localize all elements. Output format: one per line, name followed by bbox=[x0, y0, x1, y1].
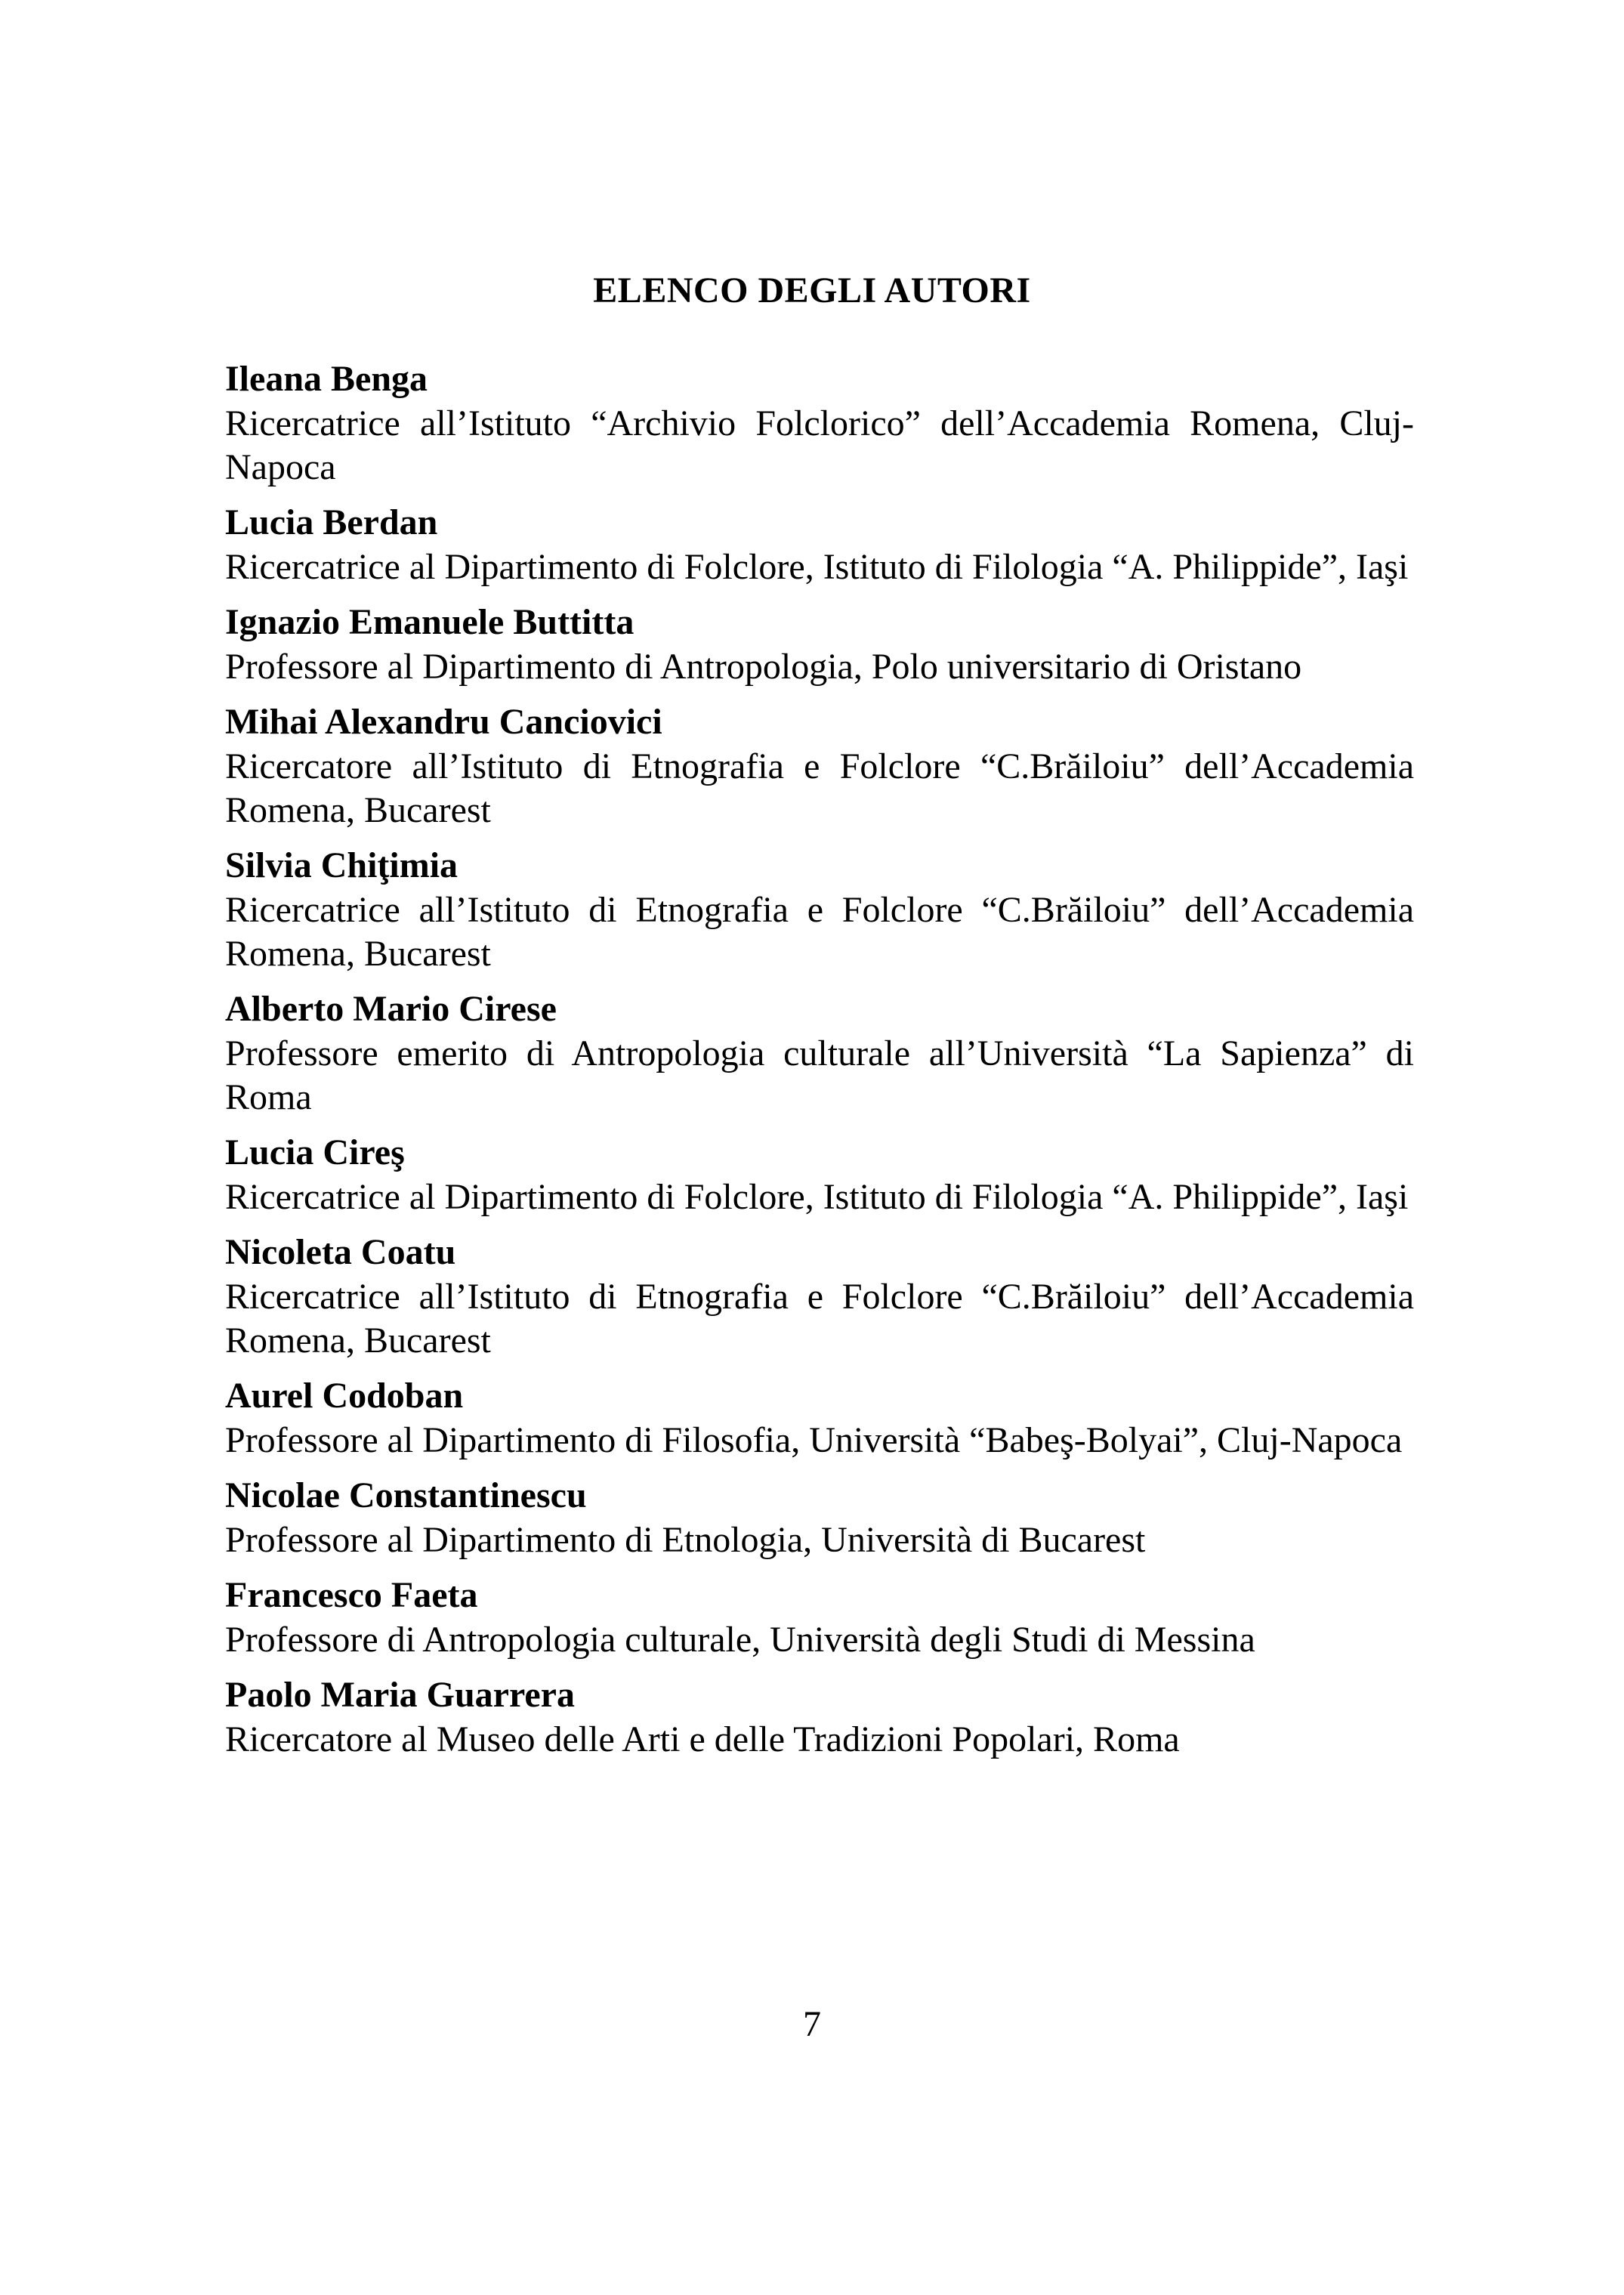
author-affiliation: Ricercatore all’Istituto di Etnografia e Folclore “C.Brăiloiu” dell’Accademia Romena, Bucarest bbox=[225, 746, 1414, 830]
author-entry bbox=[225, 357, 1414, 490]
author-name: Aurel Codoban bbox=[225, 1376, 464, 1416]
author-name: Francesco Faeta bbox=[225, 1575, 478, 1615]
page-title: ELENCO DEGLI AUTORI bbox=[593, 270, 1031, 310]
author-name: Nicoleta Coatu bbox=[225, 1232, 456, 1272]
author-affiliation: Ricercatrice all’Istituto “Archivio Folclorico” dell’Accademia Romena, Cluj-Napoca bbox=[225, 403, 1414, 487]
author-name: Ignazio Emanuele Buttitta bbox=[225, 602, 634, 642]
author-entry bbox=[225, 600, 1414, 689]
author-affiliation: Ricercatrice all’Istituto di Etnografia e Folclore “C.Brăiloiu” dell’Accademia Romena, Bucarest bbox=[225, 890, 1414, 974]
author-entry bbox=[225, 1673, 1414, 1762]
author-entry bbox=[225, 1473, 1414, 1562]
author-affiliation: Professore al Dipartimento di Filosofia, Università “Babeş-Bolyai”, Cluj-Napoca bbox=[225, 1420, 1403, 1460]
author-affiliation: Ricercatore al Museo delle Arti e delle Tradizioni Popolari, Roma bbox=[225, 1719, 1180, 1759]
author-affiliation: Ricercatrice al Dipartimento di Folclore, Istituto di Filologia “A. Philippide”, Iaşi bbox=[225, 1177, 1409, 1217]
author-entry bbox=[225, 1130, 1414, 1219]
author-affiliation: Ricercatrice all’Istituto di Etnografia e Folclore “C.Brăiloiu” dell’Accademia Romena, Bucarest bbox=[225, 1277, 1414, 1361]
author-list bbox=[225, 357, 1414, 1772]
author-entry bbox=[225, 1230, 1414, 1363]
author-entry bbox=[225, 843, 1414, 976]
author-affiliation: Professore emerito di Antropologia culturale all’Università “La Sapienza” di Roma bbox=[225, 1033, 1414, 1117]
author-entry bbox=[225, 1373, 1414, 1463]
author-entry bbox=[225, 700, 1414, 832]
author-affiliation: Professore di Antropologia culturale, Università degli Studi di Messina bbox=[225, 1620, 1255, 1660]
author-name: Nicolae Constantinescu bbox=[225, 1475, 587, 1515]
author-entry bbox=[225, 1573, 1414, 1662]
page-number: 7 bbox=[803, 2004, 821, 2044]
author-entry bbox=[225, 500, 1414, 589]
author-affiliation: Professore al Dipartimento di Etnologia, Università di Bucarest bbox=[225, 1520, 1146, 1560]
author-entry bbox=[225, 987, 1414, 1120]
author-name: Silvia Chiţimia bbox=[225, 845, 458, 885]
author-name: Alberto Mario Cirese bbox=[225, 989, 557, 1029]
author-name: Lucia Cireş bbox=[225, 1132, 405, 1172]
author-name: Paolo Maria Guarrera bbox=[225, 1675, 575, 1715]
author-name: Ileana Benga bbox=[225, 359, 428, 399]
author-affiliation: Professore al Dipartimento di Antropologia, Polo universitario di Oristano bbox=[225, 647, 1302, 687]
author-affiliation: Ricercatrice al Dipartimento di Folclore, Istituto di Filologia “A. Philippide”, Iaşi bbox=[225, 547, 1409, 587]
author-name: Mihai Alexandru Canciovici bbox=[225, 702, 662, 742]
author-name: Lucia Berdan bbox=[225, 502, 438, 542]
